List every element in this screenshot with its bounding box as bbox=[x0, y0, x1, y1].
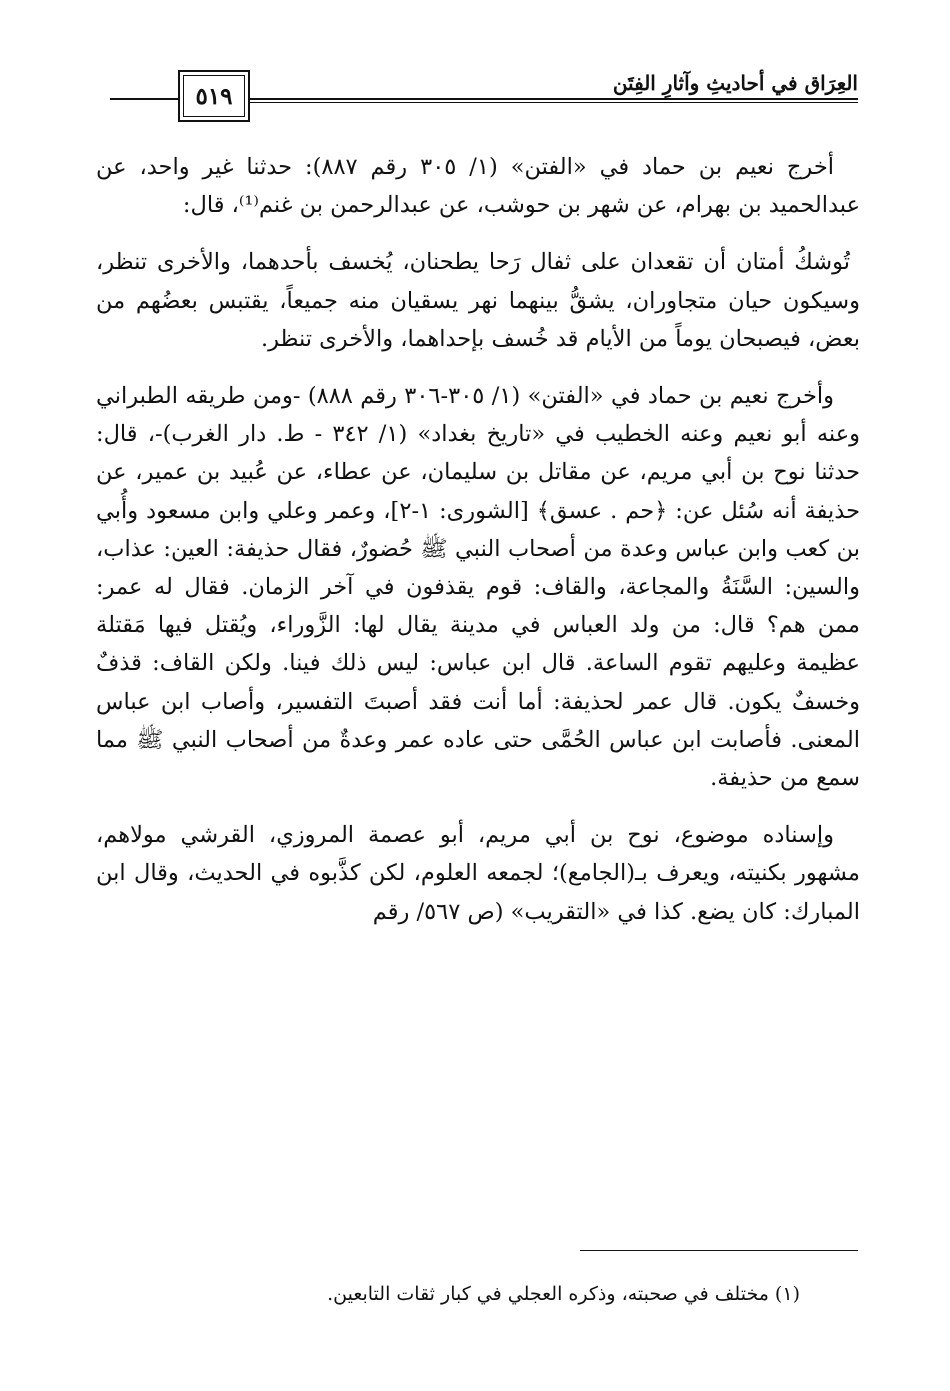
page-number-frame bbox=[178, 70, 250, 122]
header-rule-right-thin bbox=[250, 102, 858, 103]
footnote-separator bbox=[580, 1250, 858, 1251]
header-rule-left bbox=[110, 98, 178, 100]
footnote-1: (١) مختلف في صحبته، وذكره العجلي في كبار ثقات التابعين. bbox=[327, 1283, 800, 1305]
paragraph-3: وأخرج نعيم بن حماد في «الفتن» (١/ ٣٠٥-٣٠٦ رقم ٨٨٨) -ومن طريقه الطبراني وعنه أبو نعيم وعنه الخطيب في «تاريخ بغداد» (١/ ٣٤٢ - ط. دار الغرب)-، قال: حدثنا نوح بن أبي مريم، عن مقاتل بن سليمان، عن عطاء، عن عُبيد بن عمير، عن حذيفة أنه سُئل عن: ﴿حم . عسق﴾ [الشورى: ١-٢]، وعمر وعلي وابن مسعود وأُبي بن كعب وابن عباس وعدة من أصحاب النبي ﷺ حُضورٌ، فقال حذيفة: العين: عذاب، والسين: السَّنَةُ والمجاعة، والقاف: قوم يقذفون في آخر الزمان. فقال له عمر: ممن هم؟ قال: من ولد العباس في مدينة يقال لها: الزَّوراء، ويُقتل فيها مَقتلة عظيمة وعليهم تقوم الساعة. قال ابن عباس: ليس ذلك فينا. ولكن القاف: قذفٌ وخسفٌ يكون. قال عمر لحذيفة: أما أنت فقد أصبتَ التفسير، وأصاب ابن عباس المعنى. فأصابت ابن عباس الحُمَّى حتى عاده عمر وعدةٌ من أصحاب النبي ﷺ مما سمع من حذيفة. bbox=[96, 383, 861, 792]
paragraph-1: أخرج نعيم بن حماد في «الفتن» (١/ ٣٠٥ رقم ٨٨٧): حدثنا غير واحد، عن عبدالحميد بن بهرام، عن شهر بن حوشب، عن عبدالرحمن بن غنم⁽¹⁾، قال: bbox=[96, 154, 860, 219]
paragraph-4: وإسناده موضوع، نوح بن أبي مريم، أبو عصمة المروزي، القرشي مولاهم، مشهور بكنيته، ويعرف بـ(الجامع)؛ لجمعه العلوم، لكن كذَّبوه في الحديث، وقال ابن المبارك: كان يضع. كذا في «التقريب» (ص ٥٦٧/ رقم bbox=[96, 822, 860, 925]
page-number: ٥١٩ bbox=[183, 75, 245, 117]
page-header bbox=[110, 68, 858, 130]
paragraph-2-quote: تُوشكُ أمتان أن تقعدان على ثفال رَحا يطحنان، يُخسف بأحدهما، والأخرى تنظر، وسيكون حيان متجاوران، يشقُّ بينهما نهر يسقيان منه جميعاً، يقتبس بعضُهم من بعض، فيصبحان يوماً من الأيام قد خُسف بإحداهما، والأخرى تنظر. bbox=[96, 249, 860, 352]
book-title: العِرَاق في أحاديثِ وآثارِ الفِتَن bbox=[605, 68, 858, 98]
main-text bbox=[96, 148, 860, 950]
header-rule-right bbox=[250, 98, 858, 100]
